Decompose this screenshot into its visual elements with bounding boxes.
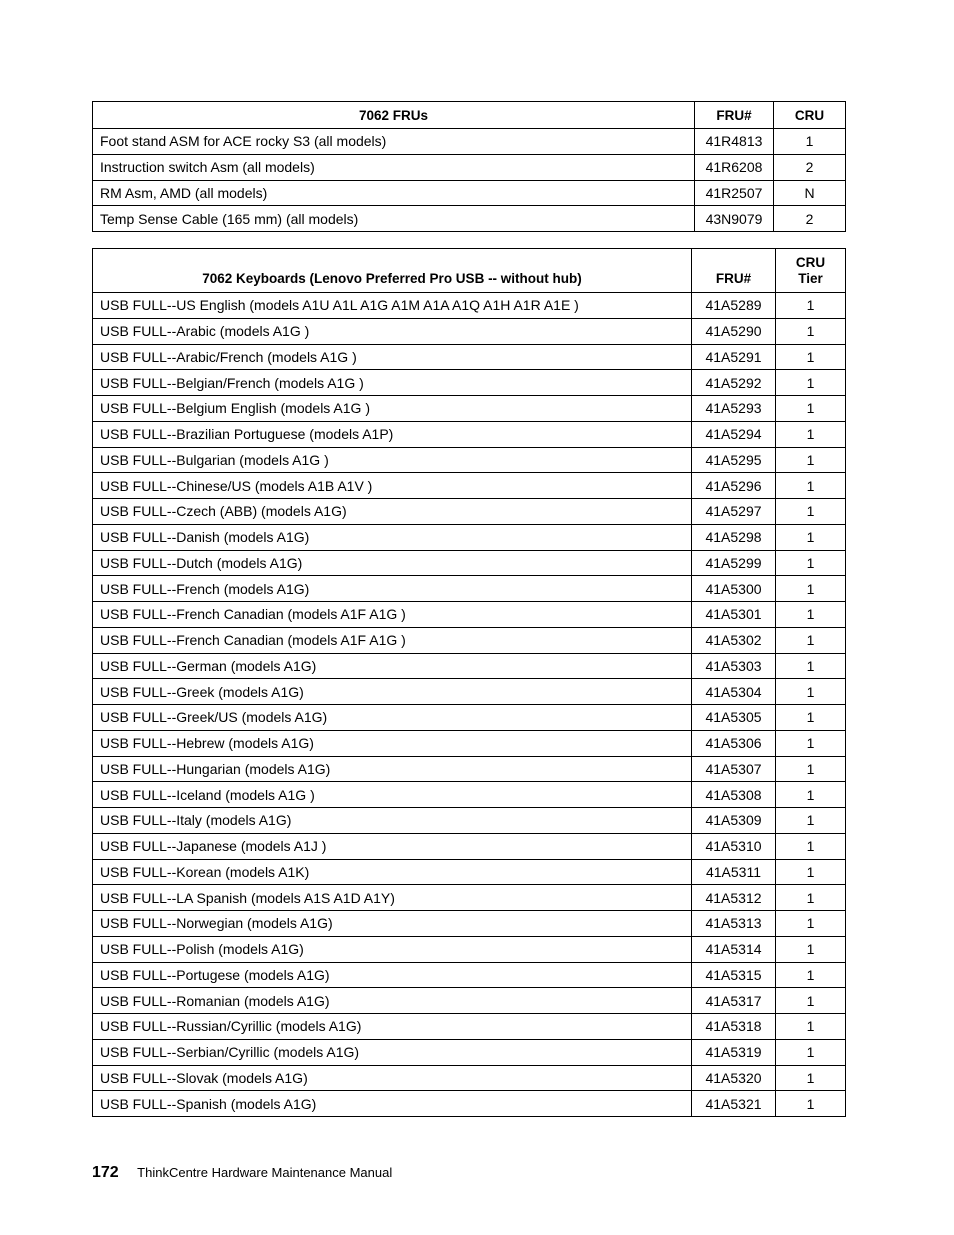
column-header-fru: FRU# [695,102,774,129]
cell-fru-number: 41R6208 [695,154,774,180]
cell-description: Foot stand ASM for ACE rocky S3 (all models) [93,129,695,155]
cell-fru-number: 41A5291 [692,344,776,370]
cell-cru: 1 [776,833,846,859]
cell-fru-number: 41A5314 [692,936,776,962]
cell-cru: 1 [776,808,846,834]
cell-fru-number: 41A5310 [692,833,776,859]
cell-fru-number: 41A5320 [692,1065,776,1091]
cell-fru-number: 41A5300 [692,576,776,602]
fru-table-body [93,129,846,232]
table-row [93,524,846,550]
cell-description: Temp Sense Cable (165 mm) (all models) [93,206,695,232]
manual-title: ThinkCentre Hardware Maintenance Manual [137,1165,393,1180]
table-row [93,129,846,155]
cell-fru-number: 41A5306 [692,730,776,756]
cell-fru-number: 41A5321 [692,1091,776,1117]
table-row [93,988,846,1014]
cell-cru: 1 [776,524,846,550]
cell-description: USB FULL--Japanese (models A1J ) [93,833,692,859]
table-row [93,833,846,859]
cell-fru-number: 41A5290 [692,318,776,344]
table-row [93,602,846,628]
table-row [93,421,846,447]
table-row [93,473,846,499]
table-row [93,550,846,576]
cell-fru-number: 41A5293 [692,396,776,422]
cell-fru-number: 41A5307 [692,756,776,782]
cell-description: USB FULL--Greek (models A1G) [93,679,692,705]
table-row [93,396,846,422]
cell-fru-number: 41R4813 [695,129,774,155]
cell-cru: 1 [776,576,846,602]
cell-fru-number: 43N9079 [695,206,774,232]
cell-description: USB FULL--Greek/US (models A1G) [93,705,692,731]
cell-fru-number: 41A5317 [692,988,776,1014]
table-row [93,180,846,206]
cell-description: USB FULL--Belgian/French (models A1G ) [93,370,692,396]
cell-description: USB FULL--Hungarian (models A1G) [93,756,692,782]
column-header-description: 7062 Keyboards (Lenovo Preferred Pro USB -- without hub) [93,249,692,293]
table-row [93,576,846,602]
cell-description: USB FULL--Belgium English (models A1G ) [93,396,692,422]
table-row [93,911,846,937]
cell-description: USB FULL--French (models A1G) [93,576,692,602]
cell-fru-number: 41A5319 [692,1039,776,1065]
column-header-cru: CRU [774,102,846,129]
cell-description: USB FULL--Slovak (models A1G) [93,1065,692,1091]
cell-cru: 1 [776,988,846,1014]
cell-description: USB FULL--Russian/Cyrillic (models A1G) [93,1014,692,1040]
cell-description: RM Asm, AMD (all models) [93,180,695,206]
cell-fru-number: 41A5304 [692,679,776,705]
cell-fru-number: 41A5305 [692,705,776,731]
fru-table [92,101,846,232]
cell-fru-number: 41A5312 [692,885,776,911]
cell-cru: 1 [776,370,846,396]
cell-description: USB FULL--Korean (models A1K) [93,859,692,885]
cell-description: USB FULL--Portugese (models A1G) [93,962,692,988]
cell-cru: 1 [776,499,846,525]
cell-cru: 2 [774,206,846,232]
cell-description: USB FULL--Polish (models A1G) [93,936,692,962]
cell-cru: 1 [776,962,846,988]
table-row [93,1091,846,1117]
cell-cru: 1 [776,344,846,370]
cell-description: USB FULL--Serbian/Cyrillic (models A1G) [93,1039,692,1065]
cru-header-line-2: Tier [798,271,823,286]
cell-cru: N [774,180,846,206]
cell-fru-number: 41A5295 [692,447,776,473]
cell-fru-number: 41A5303 [692,653,776,679]
cell-fru-number: 41A5294 [692,421,776,447]
cell-fru-number: 41A5299 [692,550,776,576]
cell-description: Instruction switch Asm (all models) [93,154,695,180]
table-row [93,627,846,653]
cell-description: USB FULL--Dutch (models A1G) [93,550,692,576]
table-row [93,936,846,962]
cell-cru: 1 [776,705,846,731]
keyboard-table-header [93,249,846,293]
fru-table-header [93,102,846,129]
table-row [93,154,846,180]
cell-cru: 1 [776,421,846,447]
cell-cru: 1 [776,679,846,705]
cell-fru-number: 41A5311 [692,859,776,885]
cell-description: USB FULL--French Canadian (models A1F A1G ) [93,602,692,628]
table-row [93,730,846,756]
cell-fru-number: 41A5296 [692,473,776,499]
cell-description: USB FULL--Italy (models A1G) [93,808,692,834]
table-row [93,653,846,679]
table-row [93,447,846,473]
page-footer [92,1164,392,1182]
cell-fru-number: 41A5308 [692,782,776,808]
cell-cru: 1 [776,293,846,319]
cell-cru: 1 [776,859,846,885]
column-header-fru: FRU# [692,249,776,293]
cell-cru: 1 [776,782,846,808]
cell-description: USB FULL--Iceland (models A1G ) [93,782,692,808]
cell-description: USB FULL--Spanish (models A1G) [93,1091,692,1117]
cell-cru: 1 [776,396,846,422]
cell-cru: 1 [776,1091,846,1117]
cell-cru: 1 [776,653,846,679]
table-row [93,705,846,731]
cell-fru-number: 41A5315 [692,962,776,988]
cell-description: USB FULL--French Canadian (models A1F A1G ) [93,627,692,653]
table-row [93,318,846,344]
keyboard-table-body [93,293,846,1117]
page-number: 172 [92,1164,119,1181]
cell-cru: 1 [776,885,846,911]
cell-description: USB FULL--Brazilian Portuguese (models A1P) [93,421,692,447]
cell-cru: 1 [776,1014,846,1040]
cell-fru-number: 41R2507 [695,180,774,206]
table-row [93,344,846,370]
cell-cru: 1 [776,318,846,344]
table-row [93,1014,846,1040]
table-row [93,499,846,525]
table-row [93,679,846,705]
cell-description: USB FULL--Czech (ABB) (models A1G) [93,499,692,525]
table-row [93,782,846,808]
cell-cru: 1 [776,730,846,756]
table-row [93,1039,846,1065]
cell-description: USB FULL--Arabic (models A1G ) [93,318,692,344]
cell-cru: 1 [776,1039,846,1065]
cell-description: USB FULL--Romanian (models A1G) [93,988,692,1014]
column-header-description: 7062 FRUs [93,102,695,129]
cell-fru-number: 41A5309 [692,808,776,834]
cell-description: USB FULL--LA Spanish (models A1S A1D A1Y) [93,885,692,911]
cell-fru-number: 41A5301 [692,602,776,628]
cell-description: USB FULL--Bulgarian (models A1G ) [93,447,692,473]
cell-description: USB FULL--German (models A1G) [93,653,692,679]
cru-header-line-1: CRU [795,255,826,270]
table-row [93,206,846,232]
cell-cru: 1 [776,911,846,937]
keyboard-table [92,248,846,1117]
cell-cru: 1 [776,550,846,576]
cell-description: USB FULL--Chinese/US (models A1B A1V ) [93,473,692,499]
cell-description: USB FULL--Arabic/French (models A1G ) [93,344,692,370]
cell-fru-number: 41A5302 [692,627,776,653]
cell-fru-number: 41A5289 [692,293,776,319]
cell-fru-number: 41A5297 [692,499,776,525]
cell-cru: 1 [776,1065,846,1091]
cell-description: USB FULL--Norwegian (models A1G) [93,911,692,937]
table-row [93,1065,846,1091]
cell-cru: 2 [774,154,846,180]
table-row [93,859,846,885]
cell-fru-number: 41A5292 [692,370,776,396]
table-row [93,293,846,319]
cell-cru: 1 [776,936,846,962]
cell-fru-number: 41A5298 [692,524,776,550]
cell-cru: 1 [776,756,846,782]
cell-fru-number: 41A5313 [692,911,776,937]
column-header-cru-tier [776,249,846,293]
cell-cru: 1 [776,627,846,653]
cell-fru-number: 41A5318 [692,1014,776,1040]
table-row [93,370,846,396]
table-row [93,756,846,782]
table-row [93,885,846,911]
cell-cru: 1 [776,602,846,628]
table-row [93,808,846,834]
cell-description: USB FULL--Danish (models A1G) [93,524,692,550]
cell-description: USB FULL--Hebrew (models A1G) [93,730,692,756]
cell-cru: 1 [776,473,846,499]
table-row [93,962,846,988]
cell-description: USB FULL--US English (models A1U A1L A1G A1M A1A A1Q A1H A1R A1E ) [93,293,692,319]
cell-cru: 1 [776,447,846,473]
cell-cru: 1 [774,129,846,155]
